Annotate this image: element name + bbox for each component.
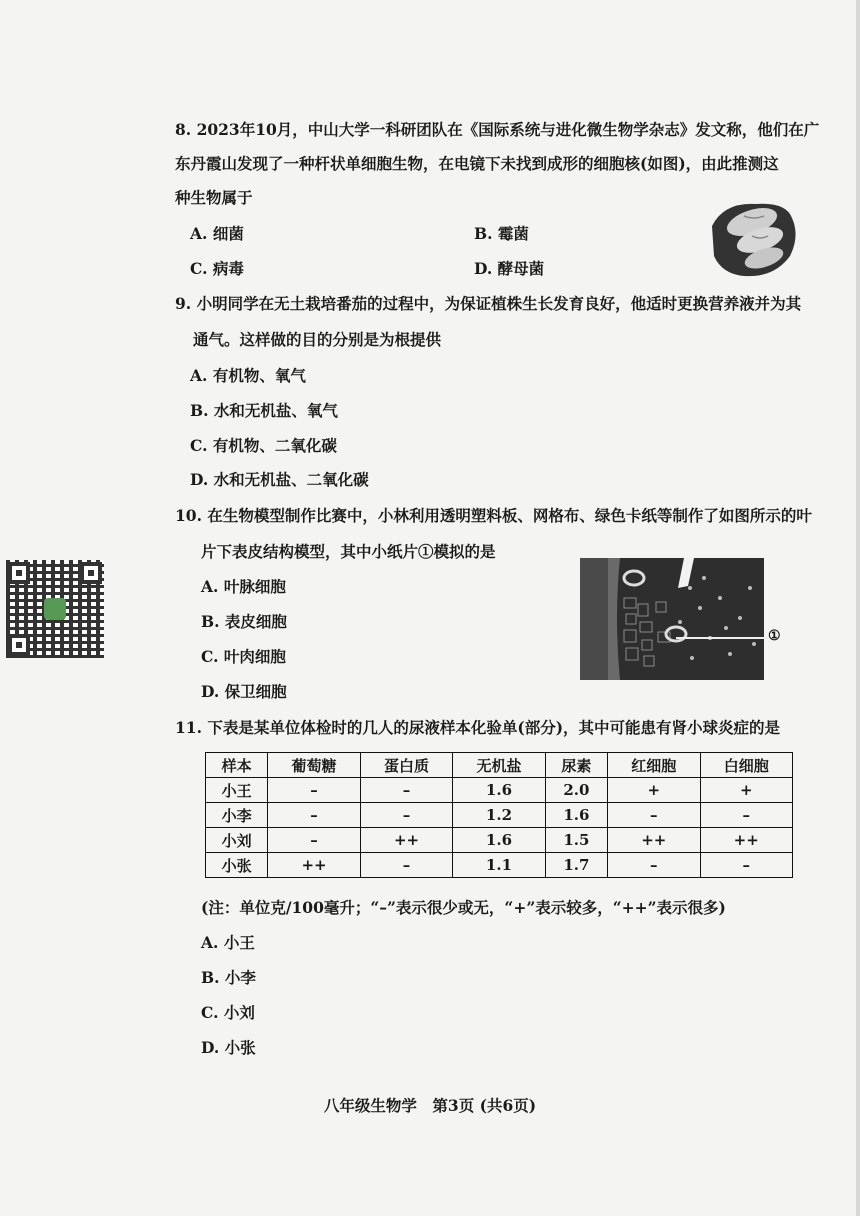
q11-option-a: A. 小王 (201, 933, 255, 952)
q8-option-c: C. 病毒 (190, 259, 244, 278)
table-header-cell: 白细胞 (700, 753, 793, 778)
page-footer: 八年级生物学 第3页 (共6页) (323, 1096, 537, 1115)
table-header-row (206, 753, 793, 778)
qr-code (6, 560, 104, 658)
table-header-cell: 红细胞 (608, 753, 700, 778)
q8-option-a: A. 细菌 (190, 224, 244, 243)
q10-option-d: D. 保卫细胞 (201, 682, 287, 701)
q10-option-b: B. 表皮细胞 (201, 612, 287, 631)
qr-logo-icon (44, 598, 66, 620)
table-cell: 1.2 (453, 803, 545, 828)
table-cell: – (268, 778, 360, 803)
table-row (206, 828, 793, 853)
urine-test-table (205, 752, 793, 878)
table-cell: 1.7 (545, 853, 607, 878)
qr-finder-bottom-left (8, 634, 30, 656)
q11-note: (注：单位克/100毫升；“–”表示很少或无，“+”表示较多，“++”表示很多) (201, 898, 726, 917)
q9-line1: 9. 小明同学在无土栽培番茄的过程中，为保证植株生长发育良好，他适时更换营养液并为其 (175, 294, 802, 313)
q10-line2: 片下表皮结构模型，其中小纸片①模拟的是 (201, 542, 496, 561)
table-cell: 小张 (206, 853, 268, 878)
table-cell: ++ (608, 828, 700, 853)
table-cell: 小刘 (206, 828, 268, 853)
table-cell: 1.6 (453, 778, 545, 803)
table-cell: – (268, 803, 360, 828)
table-cell: 小王 (206, 778, 268, 803)
q11-option-c: C. 小刘 (201, 1003, 255, 1022)
table-cell: ++ (360, 828, 452, 853)
table-cell: – (360, 853, 452, 878)
q8-option-d: D. 酵母菌 (474, 259, 545, 278)
qr-finder-top-left (8, 562, 30, 584)
q9-option-a: A. 有机物、氧气 (190, 366, 306, 385)
callout-line (676, 637, 768, 639)
page-edge (856, 0, 860, 1216)
table-cell: ++ (700, 828, 793, 853)
table-cell: – (700, 803, 793, 828)
q10-option-c: C. 叶肉细胞 (201, 647, 286, 666)
q11-option-b: B. 小李 (201, 968, 256, 987)
q11-line1: 11. 下表是某单位体检时的几人的尿液样本化验单(部分)，其中可能患有肾小球炎症的是 (175, 718, 781, 737)
q8-option-b: B. 霉菌 (474, 224, 529, 243)
leaf-epidermis-model-photo (580, 558, 764, 680)
table-cell: – (360, 778, 452, 803)
q8-line2: 东丹霞山发现了一种杆状单细胞生物，在电镜下未找到成形的细胞核(如图)，由此推测这 (175, 154, 779, 173)
table-row (206, 853, 793, 878)
table-header-cell: 尿素 (545, 753, 607, 778)
q10-option-a: A. 叶脉细胞 (201, 577, 286, 596)
table-cell: 1.1 (453, 853, 545, 878)
table-cell: 2.0 (545, 778, 607, 803)
q9-line2: 通气。这样做的目的分别是为根提供 (193, 330, 442, 349)
table-cell: – (700, 853, 793, 878)
q9-option-d: D. 水和无机盐、二氧化碳 (190, 470, 369, 489)
table-cell: 1.5 (545, 828, 607, 853)
table-cell: – (608, 803, 700, 828)
table-row (206, 778, 793, 803)
q9-option-b: B. 水和无机盐、氧气 (190, 401, 338, 420)
qr-finder-top-right (80, 562, 102, 584)
table-cell: 1.6 (453, 828, 545, 853)
q11-option-d: D. 小张 (201, 1038, 256, 1057)
table-cell: 1.6 (545, 803, 607, 828)
q8-line3: 种生物属于 (175, 188, 253, 207)
table-cell: + (608, 778, 700, 803)
table-header-cell: 葡萄糖 (268, 753, 360, 778)
table-cell: – (608, 853, 700, 878)
table-cell: + (700, 778, 793, 803)
table-cell: – (360, 803, 452, 828)
table-cell: – (268, 828, 360, 853)
q8-line1: 8. 2023年10月，中山大学一科研团队在《国际系统与进化微生物学杂志》发文称，他们在广 (175, 120, 820, 139)
q10-line1: 10. 在生物模型制作比赛中，小林利用透明塑料板、网格布、绿色卡纸等制作了如图所示的叶 (175, 506, 812, 525)
table-cell: 小李 (206, 803, 268, 828)
bacterium-micrograph (704, 196, 810, 280)
table-cell: ++ (268, 853, 360, 878)
q9-option-c: C. 有机物、二氧化碳 (190, 436, 337, 455)
table-header-cell: 蛋白质 (360, 753, 452, 778)
table-header-cell: 样本 (206, 753, 268, 778)
callout-label: ① (768, 628, 781, 644)
table-header-cell: 无机盐 (453, 753, 545, 778)
table-row (206, 803, 793, 828)
